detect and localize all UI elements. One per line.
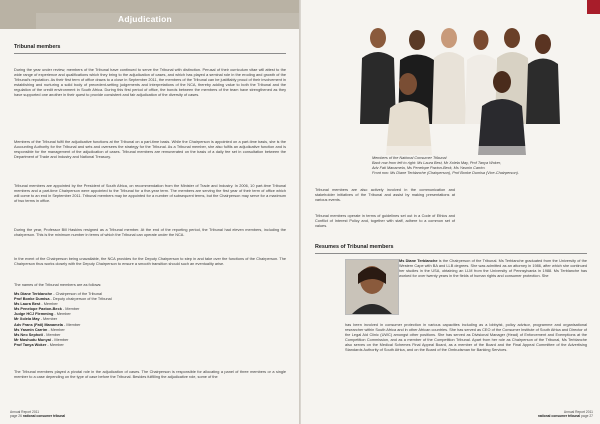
resume-name: Ms Diane Terblanche xyxy=(399,259,438,263)
paragraph-5: In the event of the Chairperson being unavailable, the NCA provides for the Deputy Chairperson to step in and take over the functions of the Chairperson. The Chairperson thus works closely with the Deputy Chairperson to ensure a smooth transition should such an eventuality arise. xyxy=(14,257,286,267)
footer-org-name: national consumer tribunal xyxy=(537,414,581,419)
footer-page-line xyxy=(10,414,65,418)
list-item: Mr Mashudu Munyai - Member xyxy=(14,337,69,342)
paragraph-3: Tribunal members are appointed by the President of South Africa, on recommendation from the Minister of Trade and Industry. In 2006, 10 part-time Tribunal members and a part-time Chairperson were appointed to the Tribunal for a five-year term. The members are serving the first year of their term of office which will come to an end in September 2011. Tribunal members may be appointed for a number of subsequent terms, but the Chairperson may serve for a maximum of two terms in office. xyxy=(14,184,286,204)
heading-divider xyxy=(14,53,286,54)
photo-caption: Members of the National Consumer Tribunal Back row from left to right: Ms Laura Best, Mr Xolela May, Prof Tanya Woker, Adv Fati Manamela, Ms Penelope Paxton-Beck, Ms Yasmin Carrim. Front row: Ms Diane Terblanche (Chairperson), Prof Bonke Dumisa (Vice-Chairperson). xyxy=(372,156,519,176)
list-item: Mr Xolela May - Member xyxy=(14,317,58,322)
paragraph-4: During the year, Professor Bill Haskins resigned as a Tribunal member. At the end of the reporting period, the Tribunal had eleven members, including the chairperson. This is the minimum number in terms of which the Tribunal can operate under the NCA. xyxy=(14,228,286,238)
list-item: Ms Laura Best - Member xyxy=(14,302,58,307)
page-footer-left xyxy=(10,410,65,418)
footer-org-name: national consumer tribunal xyxy=(22,414,66,419)
resumes-divider xyxy=(315,253,587,254)
list-item: Ms Yasmin Carrim - Member xyxy=(14,327,65,332)
footer-report-title: Annual Report 2011 xyxy=(10,410,40,414)
right-paragraph-2: Tribunal members operate in terms of guidelines set out in a Code of Ethics and Conflict of Interest Policy and, together with staff, adhere to a common set of values. xyxy=(315,214,455,229)
page-footer-right xyxy=(531,410,593,418)
paragraph-2: Members of the Tribunal fulfil the adjudicative functions at the Tribunal on a part-time basis. While the Chairperson is appointed on a part-time basis, she is the Accounting Authority for the Tribunal and sets and oversees the strategy for the Tribunal. As a Tribunal member, she also fulfils an adjudicative function and is responsible for the management of the adjudication of cases. Tribunal members are remunerated on the basis of a daily fee set in consultation between the Department of Trade and Industry and National Treasury. xyxy=(14,140,286,160)
closing-paragraph: The Tribunal members played a pivotal role in the adjudication of cases. The Chairperson is responsible for allocating a panel of three members or a single member to a case depending on the type of case before the Tribunal. Besides fulfilling the adjudicative role, some of the xyxy=(14,370,286,380)
list-item: Prof Tanya Woker - Member xyxy=(14,342,64,347)
list-item: Ms Diane Terblanche - Chairperson of the Tribunal xyxy=(14,292,102,296)
section-title: Adjudication xyxy=(118,14,172,24)
terblanche-portrait xyxy=(345,259,399,315)
list-item: Ms Penelope Paxton-Beck - Member xyxy=(14,307,80,312)
tribunal-members-heading: Tribunal members xyxy=(14,44,61,50)
accent-corner-tab xyxy=(587,0,600,14)
right-page xyxy=(301,0,600,424)
right-paragraph-1: Tribunal members are also actively involved in the communication and stakeholder initiatives of the Tribunal and assist by making presentations at various events. xyxy=(315,188,455,203)
section-header-band xyxy=(0,0,299,29)
list-item: Judge HCJ Flemming - Member xyxy=(14,312,71,317)
resume-wide-text: has been involved in consumer protection in various capacities including as a lobbyist, policy advisor, programme and organisational researcher within South Africa and in other African countries. She has served as CEO of the Consumer Institute of South Africa and Director of the Legal Aid Clinic (UWC) amongst other positions. She has served as Divisional Manager (Head) of Enforcement and Exemptions at the Competition Commission, and as a member of the Competition Tribunal. Apart from her role as Chairperson of the Tribunal, Ms Terblanche also serves on the Medical Schemes Final Appeal Board, as a member of the Board and the Final Appeal Committee of the Advertising Standards Authority of South Africa, and on the Board of the Ombudsman for Banking Services. xyxy=(345,323,587,353)
resumes-heading: Resumes of Tribunal members xyxy=(315,244,394,250)
members-list xyxy=(14,292,286,348)
page-number: page 26 xyxy=(10,414,22,419)
list-item: Adv Frans (Fati) Manamela - Member xyxy=(14,322,81,327)
footer-report-title: Annual Report 2011 xyxy=(563,410,593,414)
paragraph-1: During the year under review, members of the Tribunal have continued to serve the Tribunal with distinction. Perusal of their curriculum vitae will attest to the wide range of experience and qualifications which they bring to the adjudication of cases, and which has played a seminal role in the eroding and growth of the Tribunal's reputation. As their first term of office draws to a close in September 2011, the members of the Tribunal can be justifiably proud of their involvement in establishing and nurturing a solid body of precedent-setting judgements and interpretations of the NCA, thereby adding value to both the Tribunal and the regulation of the credit environment in South Africa. During this first period of office, the bonds between the members of the team have strengthened as they have supported one another in their quest to provide consistent and fair adjudication of the diversity of cases. xyxy=(14,68,286,98)
paragraph-6: The names of the Tribunal members are as follows: xyxy=(14,283,102,287)
group-photo xyxy=(336,24,600,155)
page-number: page 27 xyxy=(581,414,593,419)
list-item: Ms Neo Sephoti - Member xyxy=(14,332,61,337)
resume-narrow-text: Ms Diane Terblanche is the Chairperson of the Tribunal. Ms Terblanche graduated from the University of the Western Cape with BA and LLB degrees. She was admitted as an attorney in 1986, after which she continued her studies in the USA, obtaining an LLM from the University of Pennsylvania in 1988. Ms Terblanche has worked for over twenty years in the fields of human rights and consumer protection. She xyxy=(399,259,587,279)
list-item: Prof Bonke Dumisa - Deputy chairperson of the Tribunal xyxy=(14,297,112,302)
footer-page-line xyxy=(531,414,593,418)
